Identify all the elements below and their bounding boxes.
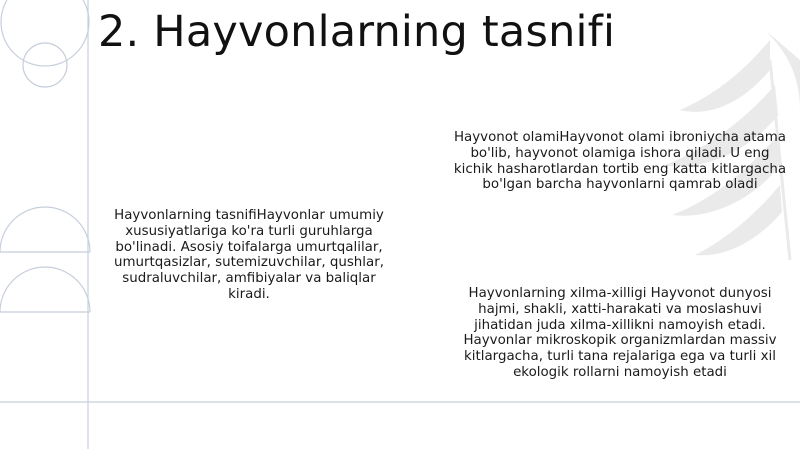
circle-decoration	[0, 0, 90, 312]
diversity-text: Hayvonlarning xilma-xilligi Hayvonot dunyosi hajmi, shakli, xatti-harakati va moslashuvi jihatidan juda xilma-xillikni namoyish etadi. Hayvonlar mikroskopik organizmlardan massiv kitlargacha, turli tana rejalariga ega va turli xil ekologik rollarni namoyish etadi	[463, 286, 777, 380]
slide-title: 2. Hayvonlarning tasnifi	[98, 7, 616, 57]
animal-kingdom-text: Hayvonot olamiHayvonot olami ibroniycha atama bo'lib, hayvonot olamiga ishora qiladi. U eng kichik hasharotlardan tortib eng katta kitlargacha bo'lgan barcha hayvonlarni qamrab oladi	[453, 130, 787, 193]
classification-text: Hayvonlarning tasnifiHayvonlar umumiy xususiyatlariga ko'ra turli guruhlarga bo'linadi. Asosiy toifalarga umurtqalilar, umurtqasizlar, sutemizuvchilar, qushlar, sudraluvchilar, amfibiyalar va baliqlar kiradi.	[114, 208, 384, 302]
